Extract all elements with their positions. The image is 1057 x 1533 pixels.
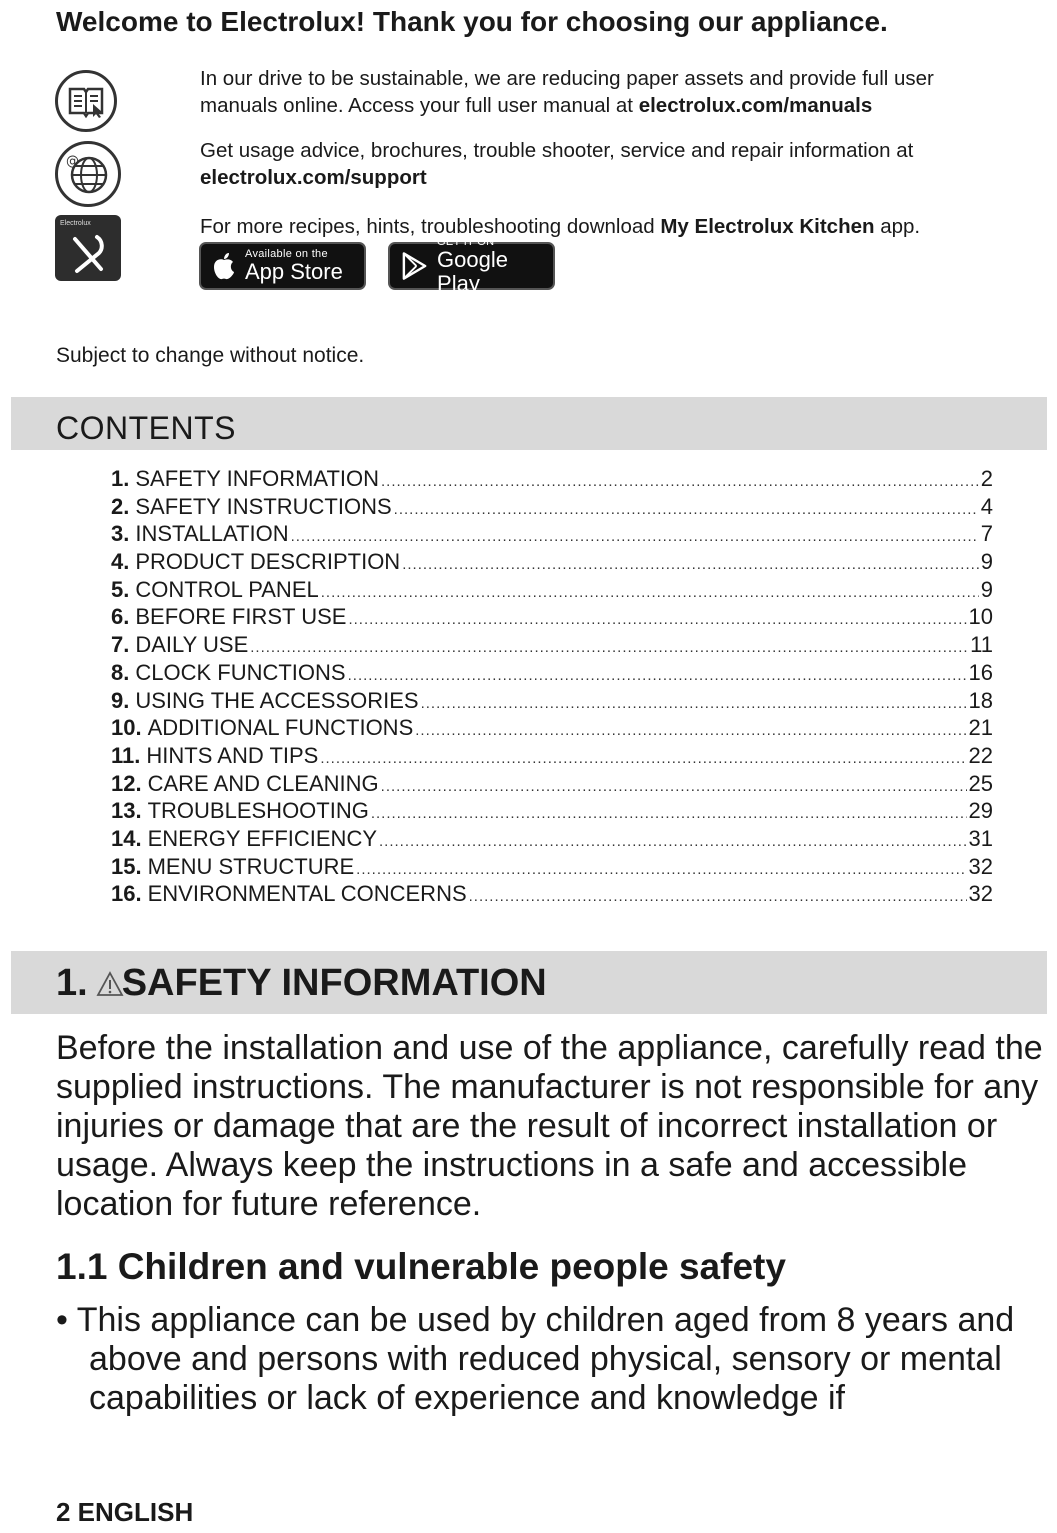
safety-intro: Before the installation and use of the appliance, carefully read the supplied instructions. The manufacturer is not responsible for any injuries or damage that are the result of incorrect installation or usage. Always keep the instructions in a safe and accessible location for future reference. — [56, 1029, 1043, 1223]
toc-page: 11 — [970, 632, 993, 658]
toc-label: USING THE ACCESSORIES — [135, 687, 419, 713]
manual-info-text: In our drive to be sustainable, we are reducing paper assets and provide full user manuals online. Access your full user manual at — [200, 67, 934, 117]
toc-label: DAILY USE — [135, 632, 249, 658]
support-link[interactable]: electrolux.com/support — [200, 166, 427, 189]
toc-number: 15. — [111, 853, 142, 879]
toc-number: 9. — [111, 687, 130, 713]
app-store-small-text: Available on the — [245, 248, 328, 260]
manual-info — [200, 65, 1010, 119]
toc-number: 6. — [111, 604, 130, 630]
toc-item[interactable] — [111, 687, 993, 715]
google-play-badge[interactable] — [388, 236, 555, 296]
toc-item[interactable] — [111, 493, 993, 521]
app-info-text: For more recipes, hints, troubleshooting download — [200, 215, 661, 238]
google-play-small-text: GET IT ON — [437, 236, 495, 248]
svg-text:@: @ — [66, 154, 79, 169]
toc-label: CARE AND CLEANING — [147, 770, 379, 796]
toc-page: 21 — [968, 715, 993, 741]
toc-leader — [381, 468, 979, 493]
toc-label: ENERGY EFFICIENCY — [147, 825, 378, 851]
toc-page: 18 — [968, 687, 993, 713]
toc-label: MENU STRUCTURE — [147, 853, 355, 879]
change-notice: Subject to change without notice. — [56, 344, 365, 367]
toc-leader — [379, 828, 967, 853]
table-of-contents — [111, 465, 993, 908]
app-icon-label: Electrolux — [60, 220, 91, 227]
play-icon — [400, 250, 429, 282]
toc-leader — [421, 690, 967, 715]
toc-number: 5. — [111, 576, 130, 602]
toc-label: SAFETY INSTRUCTIONS — [135, 493, 392, 519]
app-name: My Electrolux Kitchen — [660, 215, 875, 238]
app-store-badge[interactable] — [199, 242, 366, 290]
toc-item[interactable] — [111, 742, 993, 770]
bullet-item: • This appliance can be used by children aged from 8 years and above and persons with reduced physical, sensory or mental capabilities or lack of experience and knowledge if — [56, 1301, 1015, 1417]
app-info-suffix: app. — [874, 215, 921, 238]
toc-item[interactable] — [111, 603, 993, 631]
toc-label: HINTS AND TIPS — [146, 742, 319, 768]
toc-leader — [381, 773, 967, 798]
toc-item[interactable] — [111, 520, 993, 548]
toc-item[interactable] — [111, 714, 993, 742]
toc-page: 29 — [968, 798, 993, 824]
toc-leader — [321, 579, 979, 604]
warning-icon — [96, 970, 124, 998]
toc-number: 16. — [111, 881, 142, 907]
toc-label: INSTALLATION — [135, 521, 289, 547]
toc-leader — [469, 883, 967, 908]
toc-label: SAFETY INFORMATION — [135, 466, 380, 491]
toc-page: 31 — [968, 825, 993, 851]
page-footer: 2 ENGLISH — [56, 1497, 194, 1527]
app-info — [200, 213, 1030, 240]
toc-item[interactable] — [111, 853, 993, 881]
manual-book-icon — [55, 70, 117, 132]
toc-item[interactable] — [111, 770, 993, 798]
toc-label: PRODUCT DESCRIPTION — [135, 549, 401, 575]
toc-item[interactable] — [111, 548, 993, 576]
toc-number: 12. — [111, 770, 142, 796]
app-store-big-text: App Store — [245, 259, 343, 284]
toc-number: 10. — [111, 715, 142, 741]
toc-number: 4. — [111, 549, 130, 575]
toc-leader — [348, 662, 967, 687]
contents-title: CONTENTS — [56, 410, 236, 446]
subsection-title: 1.1 Children and vulnerable people safety — [56, 1246, 786, 1287]
section-title — [56, 962, 547, 1005]
toc-page: 2 — [980, 466, 993, 491]
toc-item[interactable] — [111, 880, 993, 908]
toc-page: 32 — [968, 881, 993, 907]
toc-label: CONTROL PANEL — [135, 576, 319, 602]
toc-number: 11. — [111, 742, 141, 768]
toc-item[interactable] — [111, 659, 993, 687]
section-number: 1. — [56, 962, 88, 1004]
toc-item[interactable] — [111, 465, 993, 493]
welcome-heading: Welcome to Electrolux! Thank you for choosing our appliance. — [56, 6, 888, 37]
toc-leader — [291, 523, 979, 548]
apple-icon — [211, 251, 237, 281]
toc-label: ENVIRONMENTAL CONCERNS — [147, 881, 467, 907]
toc-leader — [356, 856, 966, 881]
toc-leader — [394, 496, 979, 521]
toc-page: 10 — [968, 604, 993, 630]
toc-item[interactable] — [111, 631, 993, 659]
toc-number: 1. — [111, 466, 130, 491]
toc-number: 2. — [111, 493, 130, 519]
toc-page: 16 — [968, 659, 993, 685]
toc-item[interactable] — [111, 576, 993, 604]
toc-page: 32 — [968, 853, 993, 879]
section-title-text: SAFETY INFORMATION — [121, 962, 547, 1004]
manual-link[interactable]: electrolux.com/manuals — [638, 94, 873, 117]
toc-label: CLOCK FUNCTIONS — [135, 659, 346, 685]
toc-item[interactable] — [111, 825, 993, 853]
toc-label: ADDITIONAL FUNCTIONS — [147, 715, 414, 741]
globe-icon — [55, 141, 121, 207]
toc-page: 7 — [980, 521, 993, 547]
toc-page: 9 — [980, 549, 993, 575]
support-info — [200, 137, 1010, 191]
toc-leader — [250, 634, 968, 659]
toc-item[interactable] — [111, 797, 993, 825]
toc-leader — [371, 800, 967, 825]
electrolux-app-icon[interactable] — [55, 215, 121, 281]
toc-leader — [348, 606, 966, 631]
toc-page: 9 — [980, 576, 993, 602]
toc-leader — [415, 717, 966, 742]
toc-leader — [402, 551, 979, 576]
toc-leader — [320, 745, 966, 770]
google-play-big-text: Google Play — [437, 247, 508, 296]
toc-number: 8. — [111, 659, 130, 685]
toc-label: BEFORE FIRST USE — [135, 604, 347, 630]
toc-number: 3. — [111, 521, 130, 547]
toc-page: 4 — [980, 493, 993, 519]
toc-page: 25 — [968, 770, 993, 796]
toc-number: 7. — [111, 632, 130, 658]
toc-label: TROUBLESHOOTING — [147, 798, 369, 824]
toc-page: 22 — [968, 742, 993, 768]
support-info-text: Get usage advice, brochures, trouble shooter, service and repair information at — [200, 139, 914, 162]
toc-number: 13. — [111, 798, 142, 824]
toc-number: 14. — [111, 825, 142, 851]
